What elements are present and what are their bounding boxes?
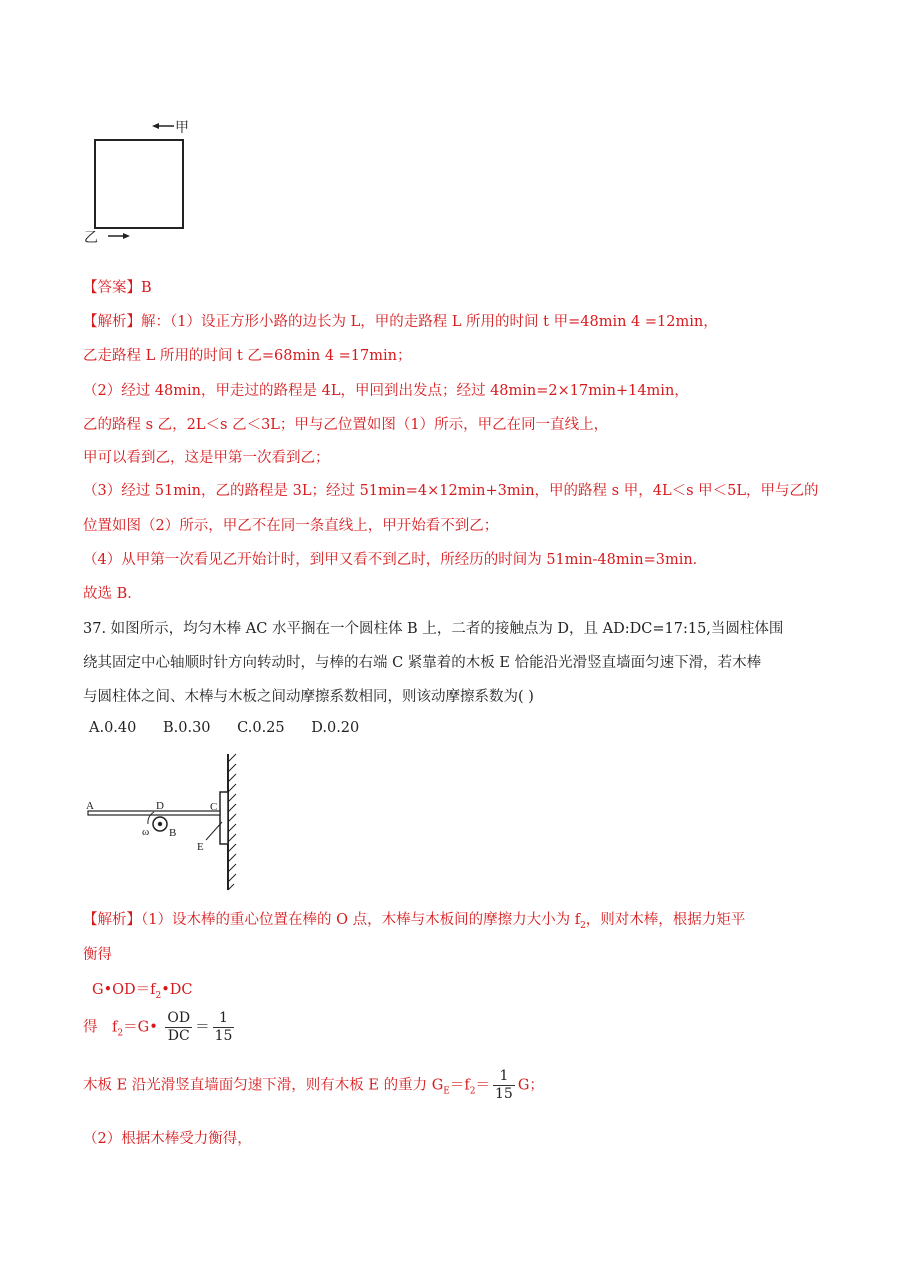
- label-d: D: [156, 800, 164, 812]
- option-b: B.0.30: [162, 720, 211, 736]
- question37-line2: 绕其固定中心轴顺时针方向转动时，与棒的右端 C 紧靠着的木板 E 恰能沿光滑竖直墙面匀速下滑，若木棒: [83, 655, 762, 671]
- square-path-figure: [80, 118, 200, 248]
- analysis2-line5: （2）根据木棒受力衡得，: [83, 1131, 252, 1147]
- answer-value: B: [141, 280, 152, 296]
- rod-ac: [88, 811, 220, 815]
- answer-tag: 【答案】: [83, 280, 141, 296]
- analysis1-line5: 甲可以看到乙，这是甲第一次看到乙；: [83, 450, 330, 466]
- analysis2-eq2: 得 $f_2=G•$ $\frac{OD}{DC}$ ＝ $\frac{1}{15}$: [83, 1010, 233, 1044]
- analysis2-eq1: $G•OD=f_2•DC$: [92, 982, 193, 1001]
- analysis2-line4: 木板 E 沿光滑竖直墙面匀速下滑，则有木板 E 的重力 $G_E=f_2=$ $\frac{1}{15}$ G；: [83, 1068, 544, 1102]
- answer-line: [83, 276, 152, 297]
- analysis1-line1: 【解析】解：（1）设正方形小路的边长为 L，甲的走路程 L 所用的时间 t 甲=48min 4 =12min，: [83, 314, 718, 330]
- analysis1-line4: 乙的路程 s 乙，2L＜s 乙＜3L；甲与乙位置如图（1）所示，甲乙在同一直线上，: [83, 417, 609, 433]
- analysis1-line8: （4）从甲第一次看见乙开始计时，到甲又看不到乙时，所经历的时间为 51min-48min=3min．: [83, 552, 708, 568]
- question37-options: [89, 720, 359, 736]
- question37-line1: 37. 如图所示，均匀木棒 AC 水平搁在一个圆柱体 B 上，二者的接触点为 D，且 AD:DC=17:15,当圆柱体围: [83, 621, 784, 637]
- analysis1-line7: 位置如图（2）所示，甲乙不在同一条直线上，甲开始看不到乙；: [83, 518, 499, 534]
- analysis2-line2: 衡得: [83, 947, 112, 963]
- fraction-one-fifteen: $\frac{1}{15}$: [214, 1010, 233, 1044]
- option-a: A.0.40: [89, 720, 137, 736]
- analysis2-tag: 【解析】: [83, 912, 141, 928]
- label-yi: 乙: [84, 231, 98, 246]
- board-e: [220, 792, 228, 844]
- arrow-yi-head: [123, 233, 130, 239]
- option-c: C.0.25: [237, 720, 285, 736]
- fraction-od-dc: $\frac{OD}{DC}$: [167, 1010, 191, 1044]
- analysis1-tag: 【解析】: [83, 314, 141, 330]
- question37-line3: 与圆柱体之间、木棒与木板之间动摩擦系数相同，则该动摩擦系数为( ): [83, 689, 534, 705]
- analysis1-line6: （3）经过 51min，乙的路程是 3L；经过 51min=4×12min+3min，甲的路程 s 甲，4L＜s 甲＜5L，甲与乙的: [83, 483, 819, 499]
- analysis1-line3: （2）经过 48min，甲走过的路程是 4L，甲回到出发点；经过 48min=2×17min+14min，: [83, 383, 689, 399]
- analysis1-line9: 故选 B．: [83, 586, 142, 602]
- label-b: B: [169, 827, 177, 839]
- rod-wall-figure: [82, 748, 252, 893]
- square-path: [95, 140, 183, 228]
- wall-hatching: [228, 754, 236, 890]
- label-omega: ω: [142, 826, 150, 838]
- cylinder-axis: [158, 822, 162, 826]
- label-a: A: [86, 800, 94, 812]
- arrow-jia-head: [152, 123, 159, 129]
- fraction-ge: $\frac{1}{15}$: [494, 1068, 513, 1102]
- label-jia: 甲: [175, 121, 189, 136]
- label-e: E: [197, 841, 204, 853]
- analysis1-line2: 乙走路程 L 所用的时间 t 乙=68min 4 =17min；: [83, 348, 412, 364]
- label-c: C: [210, 801, 218, 813]
- analysis2-line1: 【解析】（1）设木棒的重心位置在棒的 O 点，木棒与木板间的摩擦力大小为 $f_2$，则对木棒，根据力矩平: [83, 912, 746, 931]
- option-d: D.0.20: [311, 720, 360, 736]
